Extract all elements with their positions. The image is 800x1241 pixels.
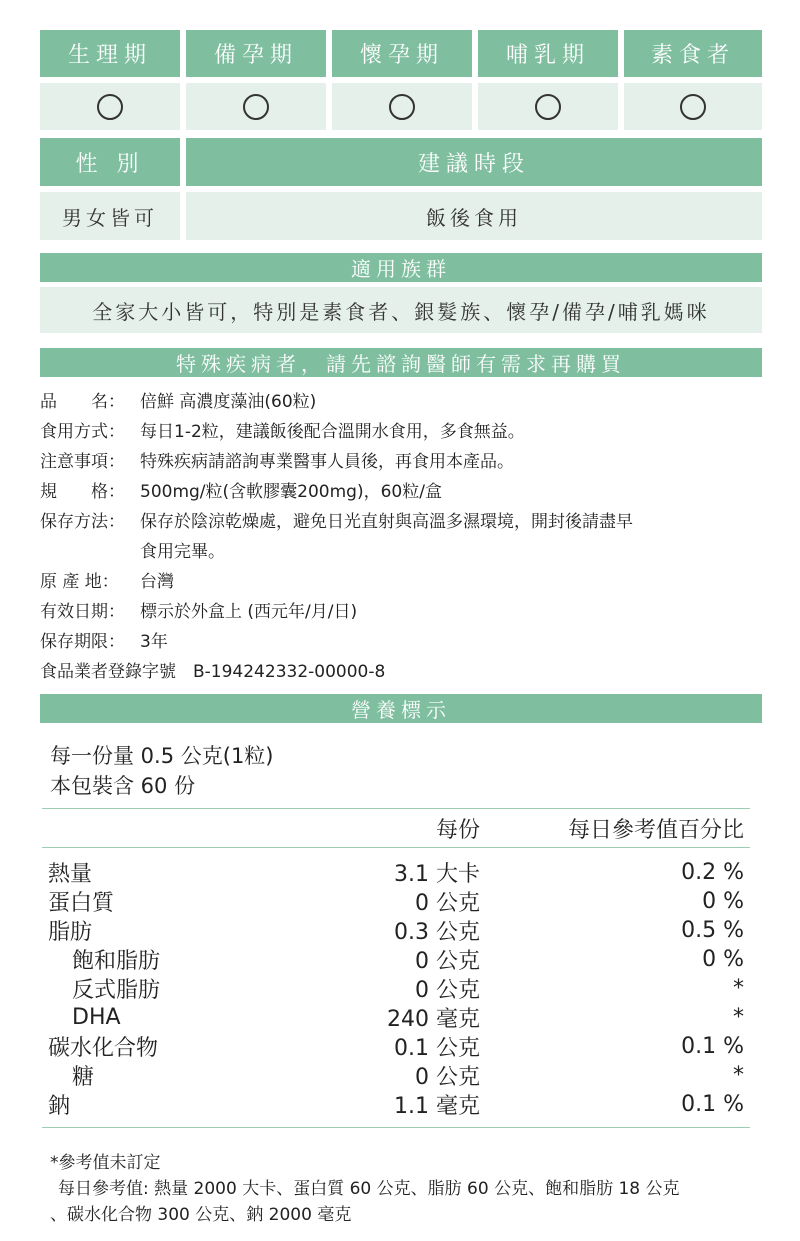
group-mark-cell <box>478 83 618 130</box>
info-label: 品 名： <box>40 392 125 412</box>
usage-header-row <box>40 138 762 186</box>
info-value: 每日1-2粒，建議飯後配合溫開水食用，多食無益。 <box>140 422 525 442</box>
circle-icon <box>680 94 706 120</box>
gender-header: 性 別 <box>40 138 180 186</box>
serving-info <box>50 741 274 801</box>
info-row <box>40 537 760 567</box>
nutrient-amount: 1.1 毫克 <box>394 1094 480 1119</box>
nutrient-daily: 0.1 % <box>681 1034 744 1059</box>
nutrient-amount: 240 毫克 <box>387 1007 480 1032</box>
info-row <box>40 417 760 447</box>
group-header-preconception: 備孕期 <box>186 30 326 77</box>
nutrient-name: DHA <box>72 1005 121 1030</box>
group-mark-cell <box>624 83 762 130</box>
nutrient-daily: * <box>733 976 744 1001</box>
info-value: 500mg/粒(含軟膠囊200mg)，60粒/盒 <box>140 482 442 502</box>
nutrient-row <box>42 974 750 1003</box>
circle-icon <box>389 94 415 120</box>
nutrition-header: 營養標示 <box>40 694 762 723</box>
nutrient-amount: 0 公克 <box>415 949 480 974</box>
nutrient-daily: 0.5 % <box>681 918 744 943</box>
info-label: 規 格： <box>40 482 125 502</box>
nutrient-name: 糖 <box>72 1065 95 1090</box>
nutrient-amount: 0.3 公克 <box>394 920 480 945</box>
nutrient-row <box>42 945 750 974</box>
nutrient-daily: 0 % <box>702 947 744 972</box>
group-mark-cell <box>40 83 180 130</box>
group-header-lactation: 哺乳期 <box>478 30 618 77</box>
info-row <box>40 597 760 627</box>
nutrient-row <box>42 887 750 916</box>
gender-value: 男女皆可 <box>40 192 180 240</box>
nutrient-daily: 0.1 % <box>681 1092 744 1117</box>
nutrient-name: 反式脂肪 <box>72 978 161 1003</box>
nutrition-table-body <box>42 848 750 1128</box>
info-row <box>40 477 760 507</box>
nutrient-amount: 3.1 大卡 <box>394 862 480 887</box>
nutrient-row <box>42 1032 750 1061</box>
circle-icon <box>97 94 123 120</box>
audience-text: 全家大小皆可，特別是素食者、銀髮族、懷孕/備孕/哺乳媽咪 <box>40 287 762 333</box>
info-label: 有效日期： <box>40 602 125 622</box>
info-row <box>40 627 760 657</box>
info-value: 台灣 <box>140 572 174 592</box>
info-row <box>40 387 760 417</box>
nutrient-name: 熱量 <box>48 862 93 887</box>
footnote-daily-reference: 每日參考值: 熱量 2000 大卡、蛋白質 60 公克、脂肪 60 公克、飽和脂肪 18 公克 <box>58 1179 680 1199</box>
nutrient-daily: * <box>733 1005 744 1030</box>
nutrient-daily: 0.2 % <box>681 860 744 885</box>
group-header-menstrual: 生理期 <box>40 30 180 77</box>
info-value: 倍鮮 高濃度藻油(60粒) <box>140 392 317 412</box>
info-value: 食用完畢。 <box>140 542 225 562</box>
info-value: 標示於外盒上 (西元年/月/日) <box>140 602 358 622</box>
nutrient-name: 鈉 <box>48 1094 71 1119</box>
circle-icon <box>535 94 561 120</box>
group-mark-cell <box>332 83 472 130</box>
nutrient-row <box>42 916 750 945</box>
nutrient-name: 飽和脂肪 <box>72 949 161 974</box>
nutrient-amount: 0 公克 <box>415 891 480 916</box>
nutrient-name: 蛋白質 <box>48 891 115 916</box>
group-mark-cell <box>186 83 326 130</box>
info-row <box>40 567 760 597</box>
footnote-not-established: *參考值未訂定 <box>50 1153 161 1173</box>
info-value: 特殊疾病請諮詢專業醫事人員後，再食用本產品。 <box>140 452 514 472</box>
group-header-row <box>40 30 762 77</box>
nutrient-row <box>42 1090 750 1119</box>
nutrient-name: 脂肪 <box>48 920 93 945</box>
info-label: 注意事項： <box>40 452 125 472</box>
nutrient-daily: * <box>733 1063 744 1088</box>
info-label: 保存方法： <box>40 512 125 532</box>
info-label: 保存期限： <box>40 632 125 652</box>
nutrient-daily: 0 % <box>702 889 744 914</box>
info-row <box>40 447 760 477</box>
nutrition-table <box>42 808 750 1128</box>
time-header: 建議時段 <box>186 138 762 186</box>
nutrient-row <box>42 1061 750 1090</box>
registration-number: 食品業者登錄字號 B-194242332-00000-8 <box>40 662 386 682</box>
nutrient-amount: 0.1 公克 <box>394 1036 480 1061</box>
group-mark-row <box>40 83 762 130</box>
usage-value-row <box>40 192 762 240</box>
info-label: 原 產 地： <box>40 572 119 592</box>
serving-size: 每一份量 0.5 公克(1粒) <box>50 744 274 768</box>
warning-bar: 特殊疾病者，請先諮詢醫師有需求再購買 <box>40 348 762 377</box>
audience-header: 適用族群 <box>40 253 762 282</box>
per-serving-header: 每份 <box>435 817 480 843</box>
info-label: 食用方式： <box>40 422 125 442</box>
info-row <box>40 507 760 537</box>
group-header-pregnancy: 懷孕期 <box>332 30 472 77</box>
nutrition-table-header <box>42 808 750 848</box>
servings-per-pack: 本包裝含 60 份 <box>50 774 196 798</box>
info-label <box>40 537 140 567</box>
group-header-vegetarian: 素食者 <box>624 30 762 77</box>
nutrient-name: 碳水化合物 <box>48 1036 159 1061</box>
footnote-daily-reference-cont: 、碳水化合物 300 公克、鈉 2000 毫克 <box>50 1205 352 1225</box>
nutrient-amount: 0 公克 <box>415 1065 480 1090</box>
nutrient-row <box>42 1003 750 1032</box>
nutrient-row <box>42 858 750 887</box>
daily-value-header: 每日參考值百分比 <box>567 817 744 843</box>
nutrition-footnotes <box>50 1150 680 1228</box>
product-info <box>40 387 760 687</box>
nutrient-amount: 0 公克 <box>415 978 480 1003</box>
info-value: 保存於陰涼乾燥處，避免日光直射與高溫多濕環境，開封後請盡早 <box>140 512 633 532</box>
info-value: 3年 <box>140 632 168 652</box>
circle-icon <box>243 94 269 120</box>
time-value: 飯後食用 <box>186 192 762 240</box>
